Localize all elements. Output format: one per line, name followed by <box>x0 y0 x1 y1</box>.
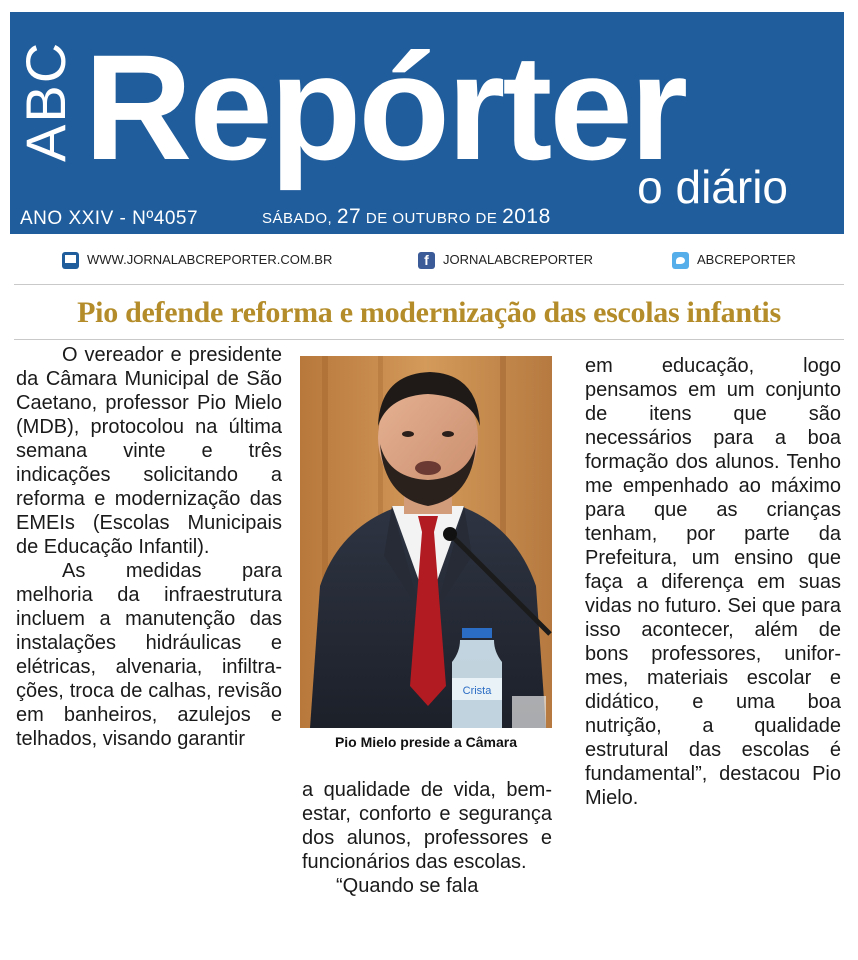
date-month: DE OUTUBRO DE <box>361 210 503 227</box>
paragraph: “Quando se fala <box>336 875 479 897</box>
masthead-subtitle: o diário <box>637 161 788 213</box>
paragraph: O vereador e presidente da Câmara Municipal de São Caetano, professor Pio Mielo (MDB), protocolou na última semana vinte e três indicações solicitando a reforma e modernização das EMEIs (Escolas Municipais de Educação Infantil). <box>16 344 282 558</box>
masthead-title: Repórter <box>84 23 686 191</box>
paragraph: As medidas para melhoria da infraestrutura incluem a manutenção das instalações hidráulicas e elétricas, alvenaria, infiltrações, troca de calhas, revisão em banheiros, azulejos e telhados, visando garantir <box>16 560 282 750</box>
article-column-3 <box>585 354 841 810</box>
publication-date <box>262 204 551 232</box>
bottle-label: Crista <box>462 685 492 697</box>
paragraph: a qualidade de vida, bem-estar, conforto e segurança dos alunos, professores e funcionários das escolas. <box>302 779 552 873</box>
monitor-icon <box>62 252 79 269</box>
facebook-icon: f <box>418 252 435 269</box>
issue-number: ANO XXIV - Nº4057 <box>20 208 199 229</box>
article-photo <box>300 356 552 728</box>
article-column-2 <box>302 778 552 898</box>
twitter-icon <box>672 252 689 269</box>
date-year: 2018 <box>502 205 551 228</box>
contact-bar <box>0 244 858 276</box>
twitter-label: ABCREPORTER <box>697 252 796 267</box>
article-column-1 <box>16 343 282 751</box>
paragraph: em educação, logo pensamos em um conjunto de itens que são necessários para a boa formação dos alunos. Tenho me empenhado ao máximo para que as crianças tenham, por parte da Prefeitura, um ensino que faça a diferença em suas vidas no futuro. Sei que para isso acontecer, além de bons professores, uniformes, materiais escolar e didático, e uma boa nutrição, a qualidade estrutural das escolas é fundamental”, destacou Pio Mielo. <box>585 355 841 809</box>
speaker-photo-illustration <box>300 356 552 728</box>
divider-headline <box>14 339 844 340</box>
date-day: 27 <box>336 205 362 228</box>
website-label: WWW.JORNALABCREPORTER.COM.BR <box>87 252 333 267</box>
facebook-label: JORNALABCREPORTER <box>443 252 594 267</box>
website-link[interactable] <box>62 244 332 276</box>
date-weekday: SÁBADO, <box>262 210 337 227</box>
article-headline: Pio defende reforma e modernização das escolas infantis <box>77 296 781 329</box>
divider-top <box>14 284 844 285</box>
photo-caption: Pio Mielo preside a Câmara <box>334 734 518 750</box>
twitter-link[interactable] <box>672 244 796 276</box>
facebook-link[interactable] <box>418 244 593 276</box>
masthead-abc: ABC <box>14 40 77 162</box>
masthead <box>10 12 844 234</box>
